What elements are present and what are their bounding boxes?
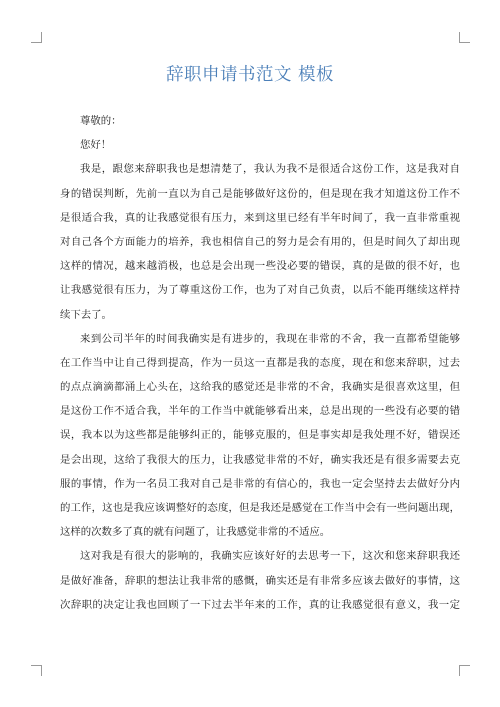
paragraph-line: 是很适合我，真的让我感觉很有压力，来到这里已经有半年时间了，我一直非常重视 — [60, 211, 460, 224]
document-body — [60, 109, 460, 617]
paragraph-line: 误，我本以为这些都是能够纠正的，能够克服的，但是事实却是我处理不好，错误还 — [60, 429, 460, 442]
document-title: 辞职申请书范文 模板 — [165, 65, 335, 85]
paragraph-line: 是这份工作不适合我，半年的工作当中就能够看出来，总是出现的一些没有必要的错 — [60, 405, 460, 418]
paragraph-line: 这对我是有很大的影响的，我确实应该好好的去思考一下，这次和您来辞职我还 — [80, 550, 460, 563]
paragraph-line: 次辞职的决定让我也回顾了一下过去半年来的工作，真的让我感觉很有意义，我一定 — [60, 598, 460, 611]
body-paragraphs — [60, 157, 460, 617]
page-corner-mark-bottom-right — [459, 665, 470, 676]
page-corner-mark-top-right — [459, 32, 470, 43]
paragraph-line: 服的事情，作为一名员工我对自己是非常的有信心的，我也一定会坚持去去做好分内 — [60, 477, 460, 490]
body-paragraph — [60, 544, 460, 617]
paragraph-line: 是做好准备，辞职的想法让我非常的感慨，确实还是有非常多应该去做好的事情，这 — [60, 574, 460, 587]
paragraph-line: 这样的次数多了真的就有问题了，让我感觉非常的不适应。 — [60, 526, 331, 539]
paragraph-line: 是会出现，这给了我很大的压力，让我感觉非常的不好，确实我还是有很多需要去克 — [60, 453, 460, 466]
paragraph-line: 的工作，这也是我应该调整好的态度，但是我还是感觉在工作当中会有一些问题出现， — [60, 502, 460, 515]
paragraph-line: 在工作当中让自己得到提高，作为一员这一直都是我的态度，现在和您来辞职，过去 — [60, 356, 460, 369]
body-paragraph — [60, 327, 460, 545]
paragraph-line: 这样的情况，越来越消极，也总是会出现一些没必要的错误，真的是做的很不好，也 — [60, 260, 460, 273]
paragraph-line: 续下去了。 — [60, 308, 112, 321]
page-corner-mark-top-left — [31, 32, 42, 43]
paragraph-line: 让我感觉很有压力，为了尊重这份工作，也为了对自己负责，以后不能再继续这样持 — [60, 284, 460, 297]
paragraph-line: 的点点滴滴都涌上心头在，这给我的感觉还是非常的不舍，我确实是很喜欢这里，但 — [60, 381, 460, 394]
body-paragraph — [60, 157, 460, 326]
greeting: 您好！ — [80, 139, 112, 152]
salutation: 尊敬的： — [80, 115, 122, 127]
paragraph-line: 身的错误判断，先前一直以为自己是能够做好这份的，但是现在我才知道这份工作不 — [60, 187, 460, 200]
paragraph-line: 来到公司半年的时间我确实是有进步的，我现在非常的不舍，我一直都希望能够 — [80, 332, 460, 345]
page-corner-mark-bottom-left — [31, 665, 42, 676]
paragraph-line: 对自己各个方面能力的培养，我也相信自己的努力是会有用的，但是时间久了却出现 — [60, 235, 460, 248]
paragraph-line: 我是，跟您来辞职我也是想清楚了，我认为我不是很适合这份工作，这是我对自 — [80, 163, 460, 176]
